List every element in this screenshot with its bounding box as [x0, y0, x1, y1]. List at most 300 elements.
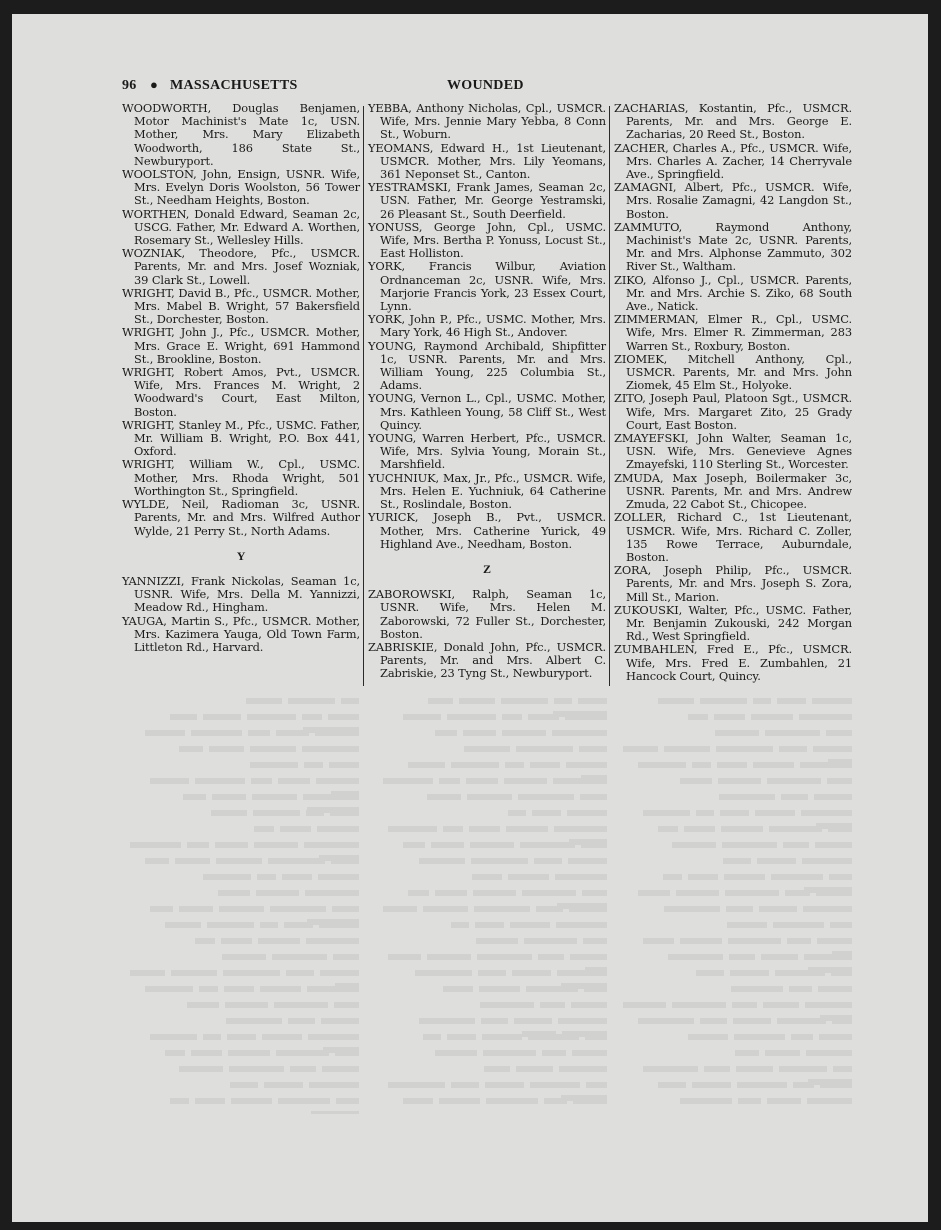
bleed-through-word [802, 858, 852, 864]
bleed-through-word [470, 842, 514, 848]
bleed-through-word [714, 714, 745, 720]
list-entry: YANNIZZI, Frank Nickolas, Seaman 1c, USNR. Wife, Mrs. Della M. Yannizzi, Meadow Rd., Hingham. [122, 573, 360, 615]
bleed-through-word [566, 762, 607, 768]
bleed-through-line [617, 1030, 852, 1046]
bleed-through-line [617, 694, 852, 710]
bleed-through-word [672, 842, 716, 848]
bleed-through-word [478, 970, 506, 976]
list-entry: YURICK, Joseph B., Pvt., USMCR. Mother, Mrs. Catherine Yurick, 49 Highland Ave., Needham, Boston. [368, 510, 606, 551]
bleed-through-texture [617, 694, 852, 1114]
bleed-through-word [793, 1082, 814, 1088]
bleed-through-word [757, 858, 796, 864]
bleed-through-word [276, 1050, 329, 1056]
bleed-through-word [226, 1018, 282, 1024]
bleed-through-line [372, 726, 607, 742]
list-entry: YAUGA, Martin S., Pfc., USMCR. Mother, Mrs. Kazimera Yauga, Old Town Farm, Littleton Rd., Harvard. [122, 613, 360, 654]
bleed-through-word [664, 746, 710, 752]
bleed-through-word [570, 954, 607, 960]
list-entry: WRIGHT, William W., Cpl., USMC. Mother, Mrs. Rhoda Wright, 501 Worthington St., Springfield. [122, 457, 360, 498]
list-entry: YOUNG, Raymond Archibald, Shipfitter 1c, USNR. Parents, Mr. and Mrs. William Young, 225 Columbia St., Adams. [368, 338, 606, 393]
bleed-through-word [306, 938, 359, 944]
bleed-through-word [826, 730, 852, 736]
bleed-through-word [526, 986, 578, 992]
bleed-through-line [617, 1110, 852, 1114]
bleed-through-word [518, 794, 574, 800]
bleed-through-word [817, 938, 852, 944]
bleed-through-word [469, 826, 500, 832]
bleed-through-word [530, 1082, 580, 1088]
bleed-through-word [735, 1050, 759, 1056]
bleed-through-word [451, 922, 469, 928]
bleed-through-word [336, 1098, 359, 1104]
bleed-through-word [447, 714, 496, 720]
bleed-through-word [777, 698, 806, 704]
bleed-through-line [372, 1078, 607, 1094]
bleed-through-word [540, 1002, 565, 1008]
column-divider [609, 106, 610, 686]
bleed-through-line [124, 998, 359, 1014]
bleed-through-word [408, 890, 429, 896]
bleed-through-word [692, 1082, 731, 1088]
letter-heading-z: Z [483, 561, 491, 576]
bleed-through-word [658, 1082, 686, 1088]
bleed-through-word [502, 730, 546, 736]
bleed-through-line [617, 774, 852, 790]
bleed-through-word [383, 778, 433, 784]
bleed-through-word [544, 1098, 567, 1104]
bleed-through-word [582, 890, 607, 896]
bleed-through-line [617, 934, 852, 950]
bleed-through-line [124, 758, 359, 774]
bleed-through-line [617, 806, 852, 822]
bleed-through-word [199, 986, 218, 992]
bleed-through-line [617, 742, 852, 758]
bleed-through-word [403, 1098, 433, 1104]
bleed-through-word [320, 970, 359, 976]
bleed-through-word [403, 714, 441, 720]
bleed-through-line [372, 1062, 607, 1078]
bleed-through-word [282, 874, 312, 880]
bleed-through-line [124, 838, 359, 854]
bleed-through-word [506, 826, 548, 832]
bleed-through-word [736, 1066, 773, 1072]
document-page [12, 14, 928, 1222]
bleed-through-word [227, 1034, 256, 1040]
bleed-through-word [268, 858, 325, 864]
bleed-through-word [722, 842, 777, 848]
bleed-through-word [270, 906, 326, 912]
bleed-through-word [720, 810, 749, 816]
bleed-through-word [191, 1050, 222, 1056]
bleed-through-word [779, 1066, 827, 1072]
bleed-through-word [307, 986, 359, 992]
bleed-through-word [329, 762, 359, 768]
bleed-through-word [502, 714, 522, 720]
bleed-through-word [318, 874, 359, 880]
bleed-through-line [372, 854, 607, 870]
bleed-through-word [183, 794, 206, 800]
bleed-through-word [753, 762, 794, 768]
bleed-through-word [250, 746, 296, 752]
bleed-through-word [171, 970, 217, 976]
bleed-through-line [617, 886, 852, 902]
list-entry: WRIGHT, Stanley M., Pfc., USMC. Father, Mr. William B. Wright, P.O. Box 441, Oxford. [122, 417, 360, 459]
bleed-through-word [538, 954, 564, 960]
bleed-through-line [617, 790, 852, 806]
bleed-through-line [124, 1046, 359, 1062]
bleed-through-word [130, 970, 165, 976]
list-entry: WRIGHT, John J., Pfc., USMCR. Mother, Mrs. Grace E. Wright, 691 Hammond St., Brookline, Boston. [122, 325, 360, 366]
bleed-through-word [451, 1082, 479, 1088]
bleed-through-word [684, 826, 715, 832]
bleed-through-word [726, 906, 753, 912]
bleed-through-line [372, 838, 607, 854]
bleed-through-word [316, 778, 359, 784]
bleed-through-word [459, 698, 495, 704]
bleed-through-line [617, 710, 852, 726]
bleed-through-word [721, 826, 763, 832]
bleed-through-word [516, 746, 573, 752]
bleed-through-word [195, 938, 215, 944]
bleed-through-word [554, 826, 607, 832]
bleed-through-word [435, 890, 467, 896]
bleed-through-line [372, 790, 607, 806]
bleed-through-word [439, 1098, 480, 1104]
bleed-through-line [124, 934, 359, 950]
bleed-through-word [331, 858, 359, 864]
bleed-through-word [638, 1018, 694, 1024]
bleed-through-word [304, 842, 359, 848]
bleed-through-line [124, 950, 359, 966]
bleed-through-word [480, 1002, 534, 1008]
bleed-through-word [829, 874, 852, 880]
list-entry: ZAMMUTO, Raymond Anthony, Machinist's Mate 2c, USNR. Parents, Mr. and Mrs. Alphonse Zammuto, 302 River St., Waltham. [614, 219, 852, 274]
bleed-through-line [617, 982, 852, 998]
bleed-through-word [658, 698, 694, 704]
bleed-through-word [558, 1018, 607, 1024]
bleed-through-word [256, 890, 299, 896]
bleed-through-word [504, 778, 547, 784]
bleed-through-word [688, 714, 708, 720]
bleed-through-word [274, 1002, 328, 1008]
bleed-through-line [124, 1062, 359, 1078]
bleed-through-line [617, 950, 852, 966]
bleed-through-word [731, 986, 783, 992]
bleed-through-word [317, 826, 359, 832]
bleed-through-word [195, 1098, 225, 1104]
bleed-through-word [179, 746, 203, 752]
list-entry: YESTRAMSKI, Frank James, Seaman 2c, USN. Father, Mr. George Yestramski, 26 Pleasant St., South Deerfield. [368, 180, 606, 221]
bleed-through-texture [372, 694, 607, 1114]
bleed-through-word [195, 778, 245, 784]
bleed-through-line [124, 1078, 359, 1094]
bleed-through-word [799, 714, 852, 720]
bleed-through-word [528, 714, 559, 720]
bleed-through-line [372, 998, 607, 1014]
bleed-through-word [827, 778, 852, 784]
bleed-through-word [248, 730, 270, 736]
bleed-through-word [737, 1082, 787, 1088]
bleed-through-word [680, 1098, 732, 1104]
bleed-through-word [471, 858, 528, 864]
bleed-through-word [260, 986, 301, 992]
bleed-through-word [505, 762, 524, 768]
bleed-through-word [187, 842, 209, 848]
page-number: 96 [122, 78, 137, 93]
bleed-through-word [203, 714, 241, 720]
list-entry: ZORA, Joseph Philip, Pfc., USMCR. Parents, Mr. and Mrs. Joseph S. Zora, Mill St., Marion. [614, 563, 852, 604]
bleed-through-word [818, 986, 852, 992]
list-entry: ZAMAGNI, Albert, Pfc., USMCR. Wife, Mrs. Rosalie Zamagni, 42 Langdon St., Boston. [614, 180, 852, 221]
list-entry: ZIMMERMAN, Elmer R., Cpl., USMC. Wife, Mrs. Elmer R. Zimmerman, 283 Warren St., Roxbury, Boston. [614, 312, 852, 353]
bleed-through-word [734, 1034, 785, 1040]
bleed-through-word [524, 938, 577, 944]
bleed-through-word [427, 794, 461, 800]
bleed-through-word [451, 762, 499, 768]
list-entry: YEBBA, Anthony Nicholas, Cpl., USMCR. Wife, Mrs. Jennie Mary Yebba, 8 Conn St., Woburn. [368, 101, 606, 142]
list-entry: YEOMANS, Edward H., 1st Lieutenant, USMCR. Mother, Mrs. Lily Yeomans, 361 Neponset St., Canton. [368, 140, 606, 182]
bleed-through-word [315, 730, 359, 736]
bleed-through-word [765, 1050, 800, 1056]
bleed-through-word [253, 810, 300, 816]
bleed-through-word [439, 778, 460, 784]
bleed-through-word [715, 730, 759, 736]
bleed-through-word [510, 922, 550, 928]
bleed-through-word [573, 1098, 607, 1104]
bleed-through-line [372, 902, 607, 918]
bleed-through-word [585, 1034, 607, 1040]
bleed-through-word [443, 986, 473, 992]
bleed-through-word [724, 874, 765, 880]
list-entry: ZITO, Joseph Paul, Platoon Sgt., USMCR. Wife, Mrs. Margaret Zito, 25 Grady Court, East Boston. [614, 391, 852, 432]
bleed-through-word [728, 938, 781, 944]
bleed-through-word [700, 698, 747, 704]
bleed-through-word [191, 730, 242, 736]
bleed-through-word [676, 890, 719, 896]
bleed-through-word [638, 890, 670, 896]
bleed-through-word [179, 906, 213, 912]
bleed-through-word [501, 698, 548, 704]
bleed-through-word [767, 1098, 801, 1104]
bleed-through-line [617, 998, 852, 1014]
bleed-through-word [816, 890, 852, 896]
bleed-through-word [334, 1002, 359, 1008]
bleed-through-word [130, 842, 181, 848]
bleed-through-word [216, 858, 262, 864]
bleed-through-word [791, 1034, 813, 1040]
bleed-through-line [617, 726, 852, 742]
bleed-through-line [124, 790, 359, 806]
bleed-through-word [820, 1082, 852, 1088]
bleed-through-word [516, 1066, 553, 1072]
bleed-through-word [658, 826, 678, 832]
bleed-through-line [124, 1014, 359, 1030]
bleed-through-word [286, 970, 314, 976]
list-entry: YORK, Francis Wilbur, Aviation Ordnanceman 2c, USNR. Wife, Mrs. Marjorie Francis York, 23 Essex Court, Lynn. [368, 259, 606, 314]
bleed-through-word [700, 1018, 727, 1024]
bleed-through-word [477, 954, 532, 960]
bleed-through-word [218, 890, 250, 896]
bleed-through-word [812, 698, 852, 704]
bleed-through-word [759, 906, 797, 912]
bleed-through-word [309, 1082, 359, 1088]
bleed-through-word [443, 826, 463, 832]
bleed-through-word [254, 826, 274, 832]
bleed-through-word [280, 826, 311, 832]
column-divider [363, 106, 364, 686]
bleed-through-word [717, 762, 747, 768]
bleed-through-word [150, 778, 189, 784]
bleed-through-line [617, 918, 852, 934]
bleed-through-line [124, 1094, 359, 1110]
bleed-through-word [466, 778, 498, 784]
bleed-through-word [761, 954, 798, 960]
bleed-through-word [680, 778, 712, 784]
bleed-through-line [617, 1062, 852, 1078]
list-entry: ZABOROWSKI, Ralph, Seaman 1c, USNR. Wife, Mrs. Helen M. Zaborowski, 72 Fuller St., Dorchester, Boston. [368, 587, 606, 641]
bleed-through-word [583, 938, 607, 944]
bleed-through-word [304, 762, 323, 768]
bleed-through-word [568, 858, 607, 864]
bleed-through-line [372, 822, 607, 838]
bleed-through-word [828, 826, 852, 832]
bleed-through-word [251, 778, 272, 784]
bleed-through-word [408, 762, 445, 768]
bleed-through-word [427, 954, 471, 960]
state-heading: MASSACHUSETTS [170, 78, 298, 93]
bleed-through-line [372, 918, 607, 934]
bleed-through-word [578, 698, 607, 704]
bleed-through-word [688, 1034, 728, 1040]
bleed-through-word [719, 794, 775, 800]
bleed-through-word [224, 986, 254, 992]
bleed-through-word [222, 954, 266, 960]
list-entry: ZACHARIAS, Kostantin, Pfc., USMCR. Parents, Mr. and Mrs. George E. Zacharias, 20 Reed St., Boston. [614, 101, 852, 142]
bleed-through-word [806, 1050, 852, 1056]
bleed-through-word [170, 714, 197, 720]
bleed-through-line [617, 1078, 852, 1094]
bleed-through-word [514, 1018, 552, 1024]
bleed-through-word [219, 906, 264, 912]
bleed-through-word [532, 810, 561, 816]
bleed-through-word [528, 1034, 579, 1040]
bleed-through-word [145, 730, 185, 736]
bleed-through-word [321, 1018, 359, 1024]
bleed-through-word [663, 874, 682, 880]
list-entry: WOOLSTON, John, Ensign, USNR. Wife, Mrs. Evelyn Doris Woolston, 56 Tower St., Needham Heights, Boston. [122, 167, 360, 208]
bleed-through-line [124, 982, 359, 998]
bleed-through-line [372, 774, 607, 790]
bleed-through-word [388, 826, 437, 832]
bleed-through-word [580, 794, 607, 800]
bleed-through-word [755, 810, 795, 816]
bleed-through-line [372, 1110, 607, 1114]
bleed-through-word [423, 906, 468, 912]
bleed-through-word [328, 714, 359, 720]
bleed-through-word [832, 1018, 852, 1024]
letter-heading-y: Y [236, 548, 246, 563]
bleed-through-word [179, 1066, 223, 1072]
bleed-through-word [777, 1018, 826, 1024]
bleed-through-line [372, 1046, 607, 1062]
bleed-through-line [617, 838, 852, 854]
bleed-through-word [187, 1002, 219, 1008]
bleed-through-word [388, 1082, 445, 1088]
bleed-through-word [165, 922, 201, 928]
bleed-through-word [696, 810, 714, 816]
list-entry: ZMAYEFSKI, John Walter, Seaman 1c, USN. Wife, Mrs. Genevieve Agnes Zmayefski, 110 Sterling St., Worcester. [614, 431, 852, 472]
bleed-through-word [554, 698, 572, 704]
bleed-through-word [727, 922, 767, 928]
bleed-through-line [124, 1030, 359, 1046]
bleed-through-word [672, 1002, 726, 1008]
bleed-through-word [584, 986, 607, 992]
bleed-through-word [215, 842, 248, 848]
bleed-through-word [247, 714, 296, 720]
bleed-through-word [751, 714, 793, 720]
bleed-through-word [785, 890, 810, 896]
bleed-through-line [372, 886, 607, 902]
list-entry: ZIOMEK, Mitchell Anthony, Cpl., USMCR. Parents, Mr. and Mrs. John Ziomek, 45 Elm St., Holyoke. [614, 351, 852, 393]
bleed-through-word [476, 938, 518, 944]
bleed-through-word [332, 906, 359, 912]
bleed-through-word [212, 794, 246, 800]
bleed-through-word [831, 970, 852, 976]
bleed-through-word [252, 794, 297, 800]
bleed-through-line [124, 902, 359, 918]
bleed-through-word [522, 890, 576, 896]
bleed-through-word [555, 874, 607, 880]
bleed-through-word [520, 842, 575, 848]
bleed-through-word [704, 1066, 730, 1072]
bleed-through-word [447, 1034, 476, 1040]
bleed-through-word [170, 1098, 189, 1104]
bleed-through-word [278, 778, 310, 784]
bleed-through-word [335, 1050, 359, 1056]
bleed-through-word [623, 1002, 666, 1008]
bleed-through-line [124, 710, 359, 726]
bleed-through-word [559, 1066, 607, 1072]
bleed-through-word [623, 746, 658, 752]
bleed-through-line [617, 966, 852, 982]
bleed-through-word [435, 730, 457, 736]
bleed-through-word [771, 874, 823, 880]
bleed-through-line [617, 854, 852, 870]
bleed-through-word [479, 986, 520, 992]
bleed-through-word [732, 1002, 757, 1008]
bleed-through-word [553, 778, 607, 784]
list-entry: ZACHER, Charles A., Pfc., USMCR. Wife, Mrs. Charles A. Zacher, 14 Cherryvale Ave., Springfield. [614, 140, 852, 182]
bleed-through-line [372, 1030, 607, 1046]
bleed-through-line [617, 870, 852, 886]
list-entry: YOUNG, Warren Herbert, Pfc., USMCR. Wife, Mrs. Sylvia Young, Morain St., Marshfield. [368, 431, 606, 472]
bleed-through-word [668, 954, 723, 960]
bleed-through-word [723, 858, 751, 864]
bleed-through-word [475, 922, 504, 928]
bleed-through-line [372, 742, 607, 758]
bleed-through-word [813, 746, 852, 752]
list-entry: YORK, John P., Pfc., USMC. Mother, Mrs. Mary York, 46 High St., Andover. [368, 312, 606, 340]
bleed-through-word [225, 1002, 268, 1008]
bleed-through-word [572, 1050, 607, 1056]
bleed-through-word [783, 842, 809, 848]
bleed-through-word [341, 698, 359, 704]
bleed-through-word [775, 970, 825, 976]
bleed-through-word [801, 810, 852, 816]
bleed-through-word [696, 970, 724, 976]
bleed-through-word [819, 1034, 852, 1040]
bleed-through-word [165, 1050, 185, 1056]
